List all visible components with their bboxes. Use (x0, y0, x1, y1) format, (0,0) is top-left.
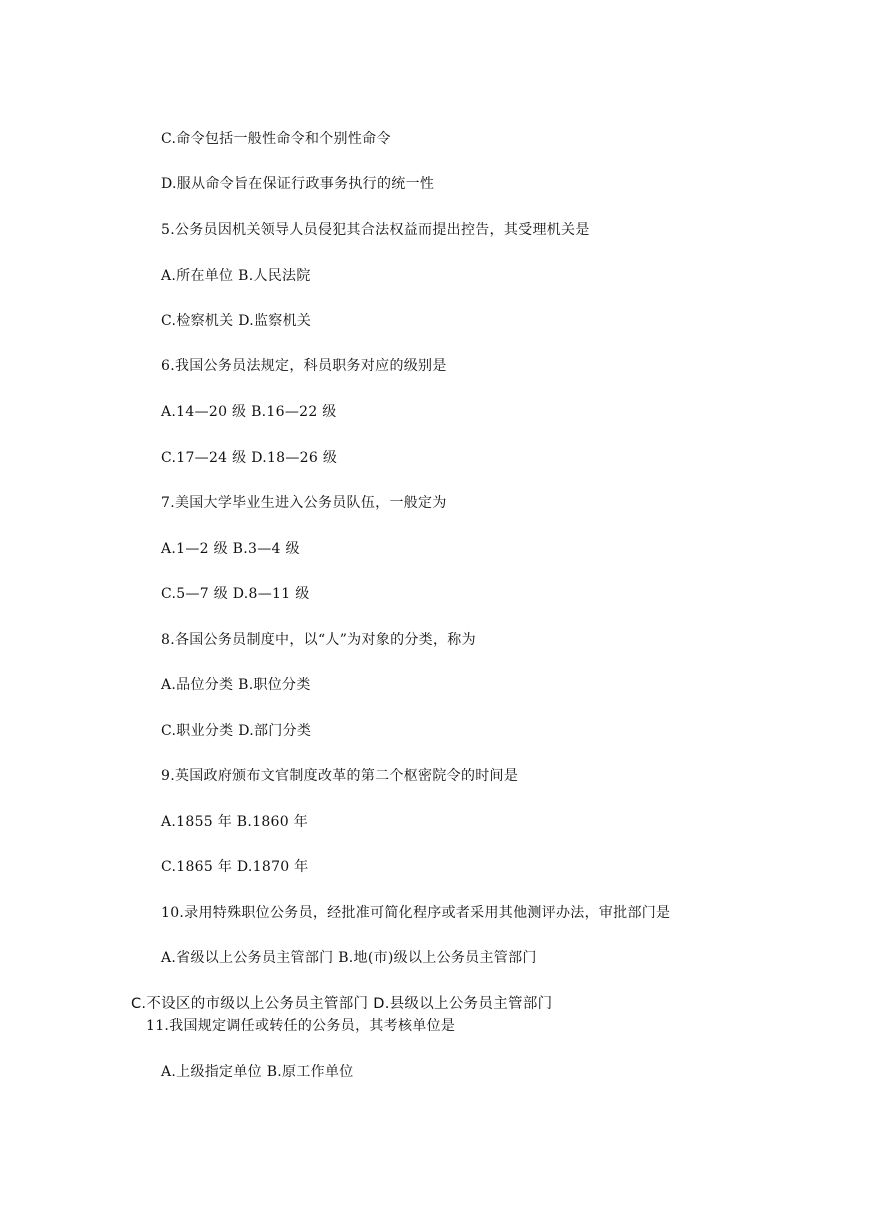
q9-options-ab: A.1855 年 B.1860 年 (161, 814, 309, 830)
q8-options-ab: A.品位分类 B.职位分类 (161, 677, 311, 693)
question-11: 11.我国规定调任或转任的公务员，其考核单位是 (146, 1018, 456, 1034)
q4-option-c: C.命令包括一般性命令和个别性命令 (161, 131, 391, 147)
question-8: 8.各国公务员制度中，以“人”为对象的分类，称为 (161, 632, 476, 648)
q4-option-d: D.服从命令旨在保证行政事务执行的统一性 (161, 176, 435, 192)
q6-options-ab: A.14—20 级 B.16—22 级 (161, 404, 337, 420)
question-5: 5.公务员因机关领导人员侵犯其合法权益而提出控告，其受理机关是 (161, 222, 590, 238)
q5-options-ab: A.所在单位 B.人民法院 (161, 268, 311, 284)
q8-options-cd: C.职业分类 D.部门分类 (161, 723, 312, 739)
q6-options-cd: C.17—24 级 D.18—26 级 (161, 450, 338, 466)
question-9: 9.英国政府颁布文官制度改革的第二个枢密院令的时间是 (161, 768, 519, 784)
q7-options-ab: A.1—2 级 B.3—4 级 (161, 541, 300, 557)
q9-options-cd: C.1865 年 D.1870 年 (161, 859, 309, 875)
q5-options-cd: C.检察机关 D.监察机关 (161, 313, 312, 329)
question-6: 6.我国公务员法规定，科员职务对应的级别是 (161, 358, 447, 374)
q7-options-cd: C.5—7 级 D.8—11 级 (161, 586, 310, 602)
question-10: 10.录用特殊职位公务员，经批准可简化程序或者采用其他测评办法，审批部门是 (161, 905, 671, 921)
q11-options-ab: A.上级指定单位 B.原工作单位 (161, 1064, 354, 1080)
question-7: 7.美国大学毕业生进入公务员队伍，一般定为 (161, 495, 447, 511)
q10-options-ab: A.省级以上公务员主管部门 B.地(市)级以上公务员主管部门 (161, 950, 537, 966)
q10-options-cd: C.不设区的市级以上公务员主管部门 D.县级以上公务员主管部门 (131, 996, 553, 1012)
